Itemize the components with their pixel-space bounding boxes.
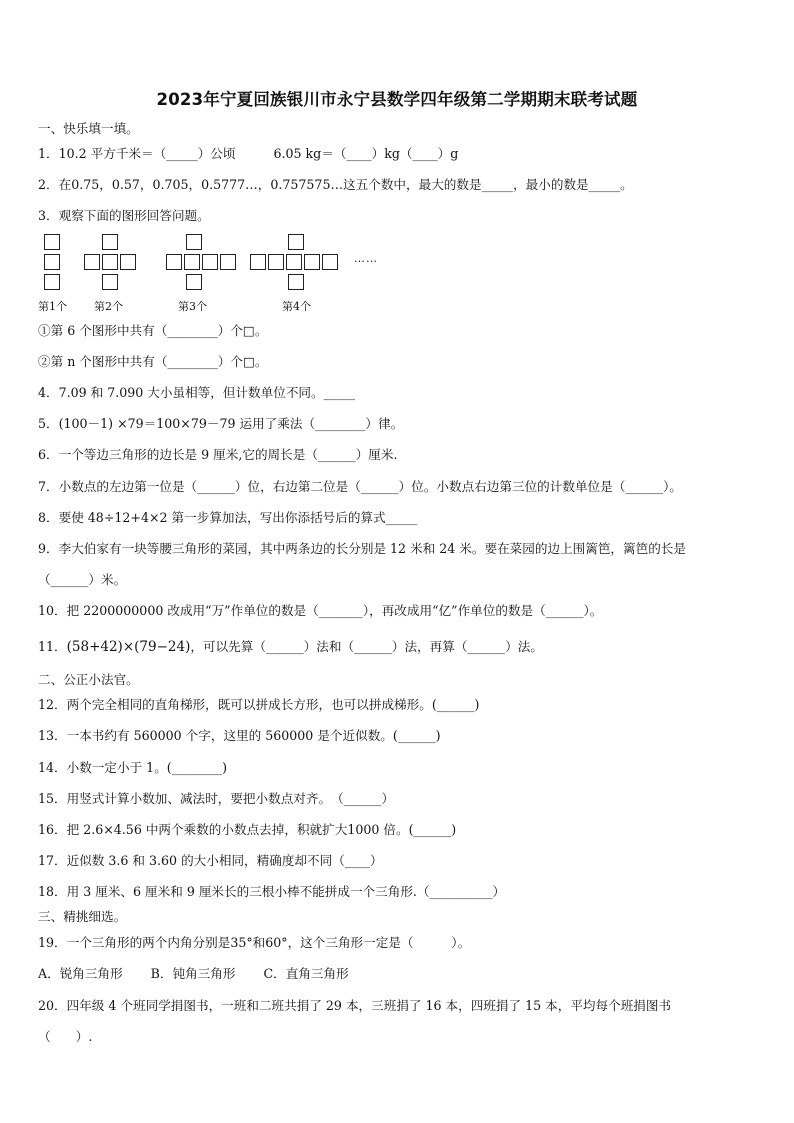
choice-c: C．直角三角形 bbox=[263, 966, 349, 981]
page-title: 2023年宁夏回族银川市永宁县数学四年级第二学期期末联考试题 bbox=[156, 90, 638, 109]
continuation-dots: …… bbox=[354, 252, 378, 265]
square-shape bbox=[268, 254, 284, 270]
question-7: 7．小数点的左边第一位是（______）位，右边第二位是（______）位。小数点右边第三位的计数单位是（______）。 bbox=[38, 479, 682, 494]
question-17: 17．近似数 3.6 和 3.60 的大小相同，精确度却不同（____） bbox=[38, 853, 383, 868]
question-16: 16．把 2.6×4.56 中两个乘数的小数点去掉，积就扩大1000 倍。(______) bbox=[38, 822, 457, 837]
question-19-choices bbox=[38, 966, 377, 982]
pattern-figures bbox=[36, 232, 456, 317]
square-shape bbox=[120, 254, 136, 270]
question-11-expression: (58+42)×(79−24) bbox=[66, 639, 191, 655]
square-shape bbox=[202, 254, 218, 270]
question-13: 13．一本书约有 560000 个字，这里的 560000 是个近似数。(______) bbox=[38, 728, 441, 743]
square-shape bbox=[186, 234, 202, 250]
question-12: 12．两个完全相同的直角梯形，既可以拼成长方形，也可以拼成梯形。(______) bbox=[38, 697, 480, 712]
question-2: 2．在0.75，0.57，0.705，0.5777…，0.757575…这五个数中，最大的数是_____，最小的数是_____。 bbox=[38, 177, 633, 192]
section-heading-2: 二、公正小法官。 bbox=[38, 672, 139, 687]
section-heading-1: 一、快乐填一填。 bbox=[38, 121, 139, 136]
question-18: 18．用 3 厘米、6 厘米和 9 厘米长的三根小棒不能拼成一个三角形.（__________） bbox=[38, 884, 506, 899]
question-3: 3．观察下面的图形回答问题。 bbox=[38, 208, 210, 223]
question-1-part-a: 1．10.2 平方千米＝（_____）公顷 bbox=[38, 146, 236, 161]
square-shape bbox=[102, 274, 118, 290]
choice-a: A．锐角三角形 bbox=[38, 966, 123, 981]
section-heading-3: 三、精挑细选。 bbox=[38, 909, 127, 924]
square-shape bbox=[322, 254, 338, 270]
question-15: 15．用竖式计算小数加、减法时，要把小数点对齐。 （______） bbox=[38, 791, 395, 806]
question-8: 8．要使 48÷12+4×2 第一步算加法，写出你添括号后的算式_____ bbox=[38, 510, 418, 525]
square-shape bbox=[288, 274, 304, 290]
square-shape bbox=[84, 254, 100, 270]
figure-label-4: 第4个 bbox=[282, 300, 311, 313]
question-20-line-2: （ ）. bbox=[38, 1029, 93, 1044]
square-shape bbox=[288, 234, 304, 250]
square-shape bbox=[44, 234, 60, 250]
question-20-line-1: 20．四年级 4 个班同学捐图书，一班和二班共捐了 29 本，三班捐了 16 本，四班捐了 15 本，平均每个班捐图书 bbox=[38, 998, 672, 1013]
question-11-number: 11． bbox=[38, 639, 67, 654]
square-shape bbox=[186, 274, 202, 290]
question-9-line-2: （______）米。 bbox=[38, 572, 127, 587]
square-shape bbox=[286, 254, 302, 270]
question-4: 4．7.09 和 7.090 大小虽相等，但计数单位不同。_____ bbox=[38, 385, 356, 400]
question-11-text: ，可以先算（______）法和（______）法，再算（______）法。 bbox=[190, 639, 543, 654]
square-shape bbox=[102, 234, 118, 250]
square-shape bbox=[220, 254, 236, 270]
square-shape bbox=[44, 274, 60, 290]
question-5: 5．(100－1) ×79＝100×79－79 运用了乘法（________）律。 bbox=[38, 416, 404, 431]
figure-label-1: 第1个 bbox=[38, 300, 67, 313]
square-shape bbox=[102, 254, 118, 270]
choice-b: B．钝角三角形 bbox=[150, 966, 236, 981]
question-19: 19．一个三角形的两个内角分别是35°和60°，这个三角形一定是（ ）。 bbox=[38, 935, 471, 950]
question-3-part-2: ②第 n 个图形中共有（________）个□。 bbox=[38, 354, 268, 369]
square-shape bbox=[250, 254, 266, 270]
question-10: 10．把 2200000000 改成用“万”作单位的数是（_______），再改成用“亿”作单位的数是（______）。 bbox=[38, 603, 603, 618]
square-shape bbox=[184, 254, 200, 270]
question-14: 14．小数一定小于 1。(________) bbox=[38, 760, 227, 775]
square-shape bbox=[44, 254, 60, 270]
question-3-part-1: ①第 6 个图形中共有（________）个□。 bbox=[38, 323, 268, 338]
question-11 bbox=[38, 639, 543, 655]
figure-label-2: 第2个 bbox=[94, 300, 123, 313]
figure-label-3: 第3个 bbox=[178, 300, 207, 313]
square-shape bbox=[304, 254, 320, 270]
question-1 bbox=[38, 146, 458, 162]
question-6: 6．一个等边三角形的边长是 9 厘米,它的周长是（______）厘米. bbox=[38, 447, 398, 462]
question-9-line-1: 9．李大伯家有一块等腰三角形的菜园，其中两条边的长分别是 12 米和 24 米。要在菜园的边上围篱笆，篱笆的长是 bbox=[38, 541, 686, 556]
question-1-part-b: 6.05 kg＝（____）kg（____）g bbox=[273, 146, 459, 161]
square-shape bbox=[166, 254, 182, 270]
